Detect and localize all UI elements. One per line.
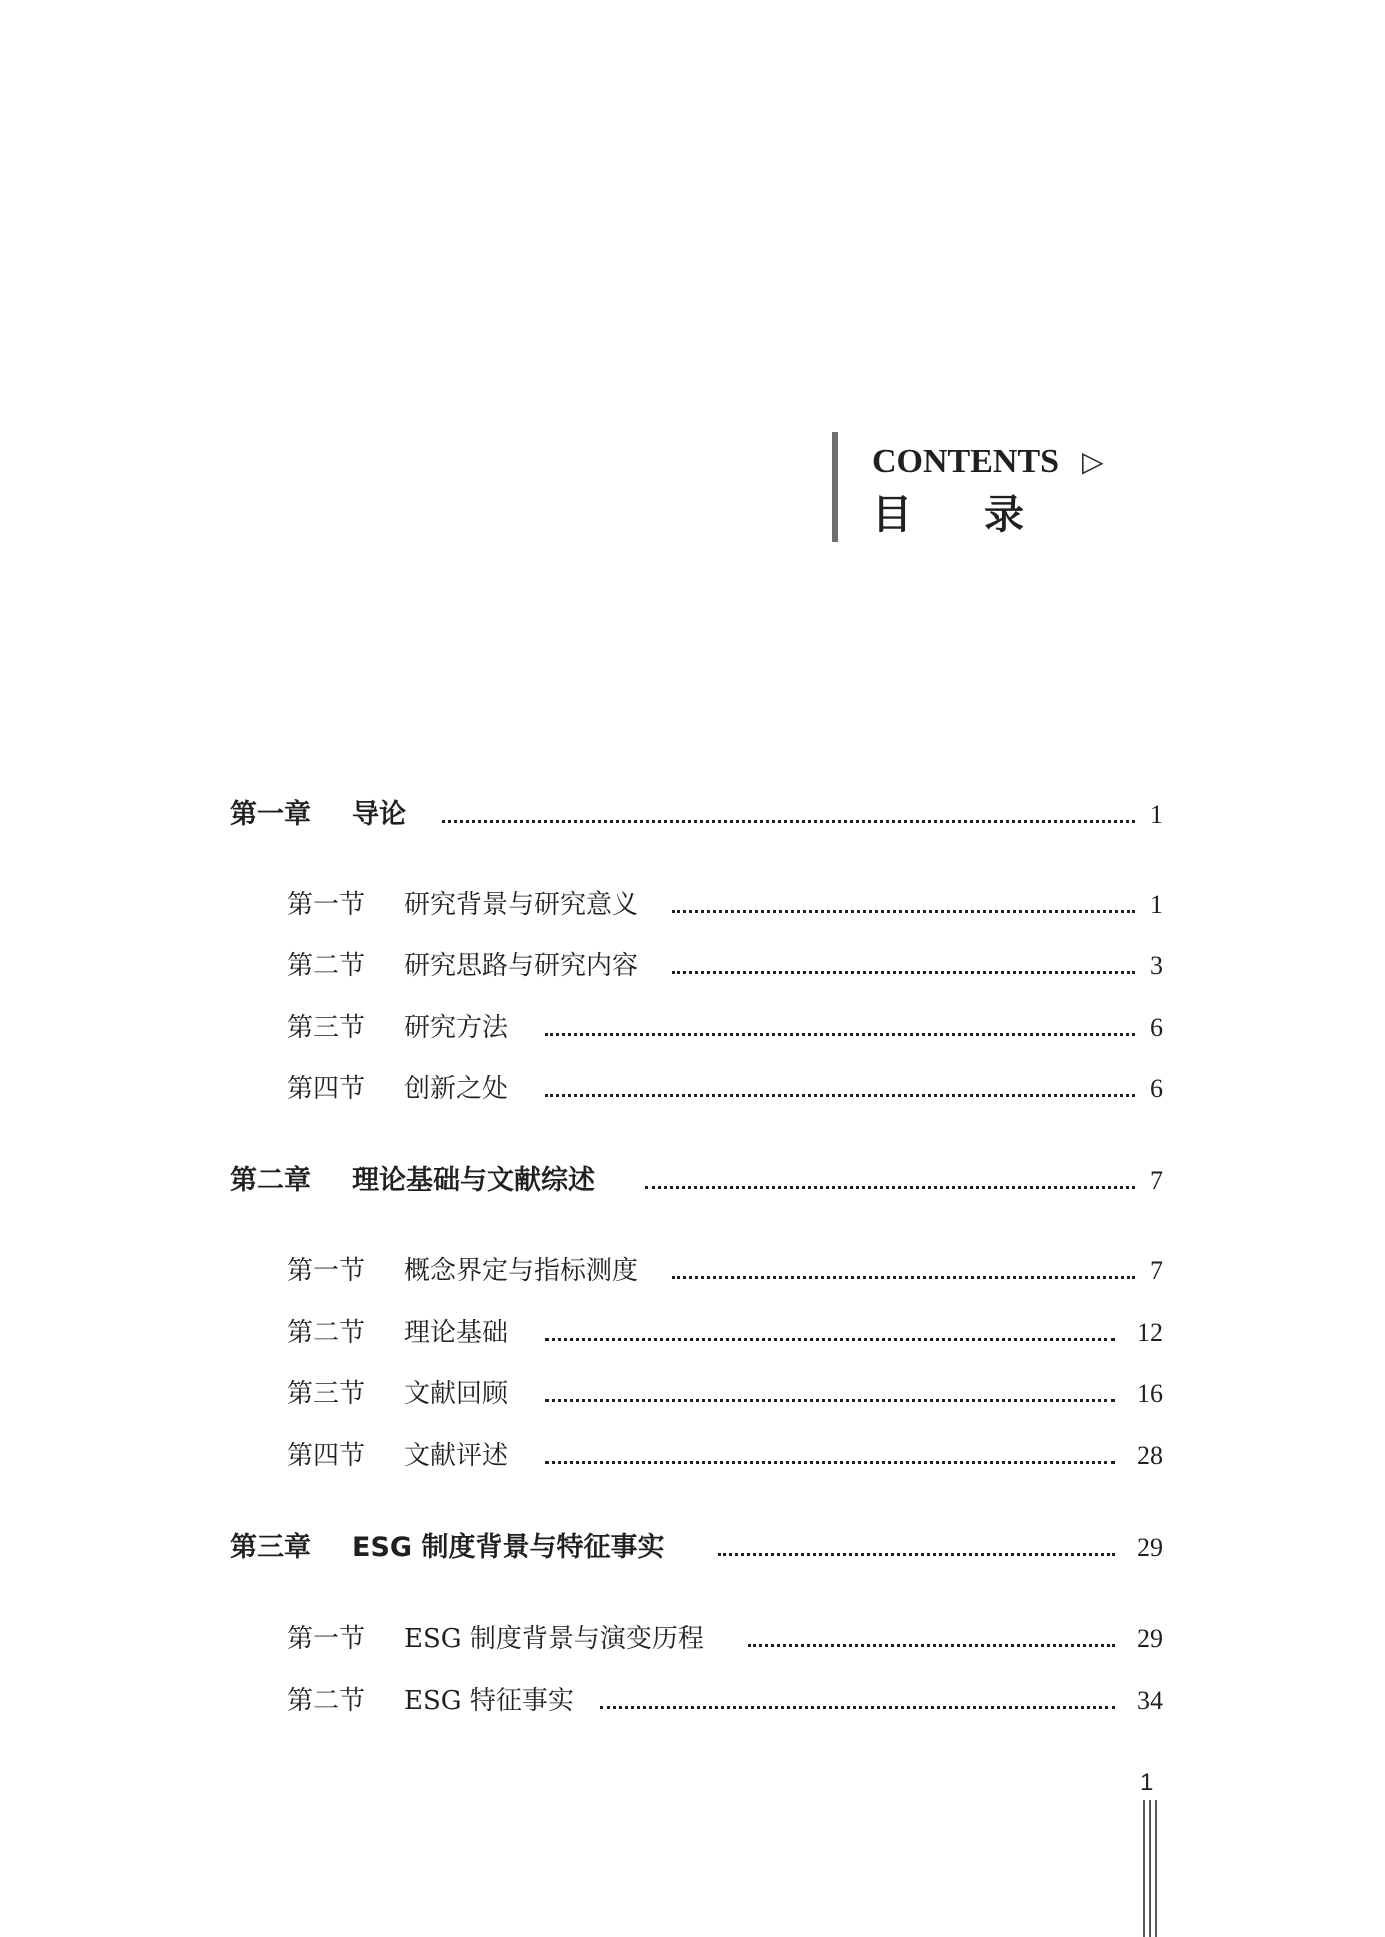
toc-section-label: 第一节 bbox=[287, 890, 366, 920]
toc-leader-dots bbox=[645, 1186, 1135, 1189]
toc-section-title: 研究方法 bbox=[404, 1013, 509, 1043]
contents-heading-zh: 目录 bbox=[872, 492, 1096, 538]
toc-section-1-3[interactable] bbox=[0, 1008, 1385, 1048]
toc-page-number: 7 bbox=[1150, 1256, 1163, 1285]
toc-leader-dots bbox=[672, 1276, 1135, 1279]
toc-chapter-1[interactable] bbox=[0, 795, 1385, 835]
toc-section-1-1[interactable] bbox=[0, 885, 1385, 925]
toc-page-number: 6 bbox=[1150, 1074, 1163, 1103]
toc-leader-dots bbox=[545, 1094, 1135, 1097]
toc-section-3-1[interactable] bbox=[0, 1619, 1385, 1659]
toc-chapter-label: 第二章 bbox=[230, 1165, 311, 1196]
toc-section-2-3[interactable] bbox=[0, 1374, 1385, 1414]
toc-section-label: 第一节 bbox=[287, 1256, 366, 1286]
toc-page-number: 28 bbox=[1137, 1441, 1163, 1470]
page-number: 1 bbox=[1140, 1769, 1154, 1796]
toc-section-label: 第二节 bbox=[287, 951, 366, 981]
toc-page-number: 1 bbox=[1150, 800, 1163, 829]
toc-section-title: 理论基础 bbox=[404, 1318, 509, 1348]
toc-page-number: 6 bbox=[1150, 1013, 1163, 1042]
toc-section-title: 概念界定与指标测度 bbox=[404, 1256, 639, 1286]
decorative-line bbox=[1149, 1800, 1151, 1937]
toc-section-title: ESG 制度背景与演变历程 bbox=[404, 1624, 704, 1654]
toc-page-number: 29 bbox=[1137, 1533, 1163, 1562]
toc-page-number: 1 bbox=[1150, 890, 1163, 919]
toc-leader-dots bbox=[545, 1399, 1115, 1402]
toc-section-label: 第一节 bbox=[287, 1624, 366, 1654]
toc-leader-dots bbox=[672, 910, 1135, 913]
toc-section-1-4[interactable] bbox=[0, 1069, 1385, 1109]
toc-section-label: 第三节 bbox=[287, 1013, 366, 1043]
toc-chapter-label: 第一章 bbox=[230, 799, 311, 830]
toc-leader-dots bbox=[545, 1033, 1135, 1036]
decorative-line bbox=[1155, 1800, 1157, 1937]
toc-leader-dots bbox=[748, 1644, 1115, 1647]
contents-heading-en: CONTENTS bbox=[872, 443, 1060, 480]
toc-leader-dots bbox=[600, 1706, 1115, 1709]
toc-leader-dots bbox=[545, 1338, 1115, 1341]
toc-section-title: 研究思路与研究内容 bbox=[404, 951, 639, 981]
toc-leader-dots bbox=[442, 820, 1135, 823]
toc-leader-dots bbox=[672, 971, 1135, 974]
toc-section-2-2[interactable] bbox=[0, 1313, 1385, 1353]
toc-page-number: 12 bbox=[1137, 1318, 1163, 1347]
toc-section-label: 第四节 bbox=[287, 1074, 366, 1104]
toc-chapter-title: ESG 制度背景与特征事实 bbox=[352, 1532, 665, 1563]
toc-section-2-1[interactable] bbox=[0, 1251, 1385, 1291]
toc-page-number: 3 bbox=[1150, 951, 1163, 980]
toc-leader-dots bbox=[718, 1553, 1115, 1556]
toc-page-number: 7 bbox=[1150, 1166, 1163, 1195]
toc-section-1-2[interactable] bbox=[0, 946, 1385, 986]
toc-page-number: 34 bbox=[1137, 1686, 1163, 1715]
toc-section-label: 第三节 bbox=[287, 1379, 366, 1409]
toc-page-number: 16 bbox=[1137, 1379, 1163, 1408]
toc-section-label: 第二节 bbox=[287, 1686, 366, 1716]
toc-section-title: ESG 特征事实 bbox=[404, 1686, 574, 1716]
toc-section-3-2[interactable] bbox=[0, 1681, 1385, 1721]
toc-page-number: 29 bbox=[1137, 1624, 1163, 1653]
triangle-right-icon: ▷ bbox=[1082, 445, 1104, 478]
toc-leader-dots bbox=[545, 1461, 1115, 1464]
toc-section-2-4[interactable] bbox=[0, 1436, 1385, 1476]
toc-section-label: 第二节 bbox=[287, 1318, 366, 1348]
toc-chapter-title: 理论基础与文献综述 bbox=[352, 1165, 595, 1196]
toc-section-title: 文献回顾 bbox=[404, 1379, 509, 1409]
toc-section-title: 创新之处 bbox=[404, 1074, 509, 1104]
toc-chapter-title: 导论 bbox=[352, 799, 406, 830]
toc-section-title: 研究背景与研究意义 bbox=[404, 890, 639, 920]
header-accent-bar bbox=[832, 432, 838, 542]
toc-section-label: 第四节 bbox=[287, 1441, 366, 1471]
decorative-line bbox=[1143, 1800, 1145, 1937]
toc-section-title: 文献评述 bbox=[404, 1441, 509, 1471]
toc-chapter-label: 第三章 bbox=[230, 1532, 311, 1563]
toc-chapter-3[interactable] bbox=[0, 1528, 1385, 1568]
toc-chapter-2[interactable] bbox=[0, 1161, 1385, 1201]
